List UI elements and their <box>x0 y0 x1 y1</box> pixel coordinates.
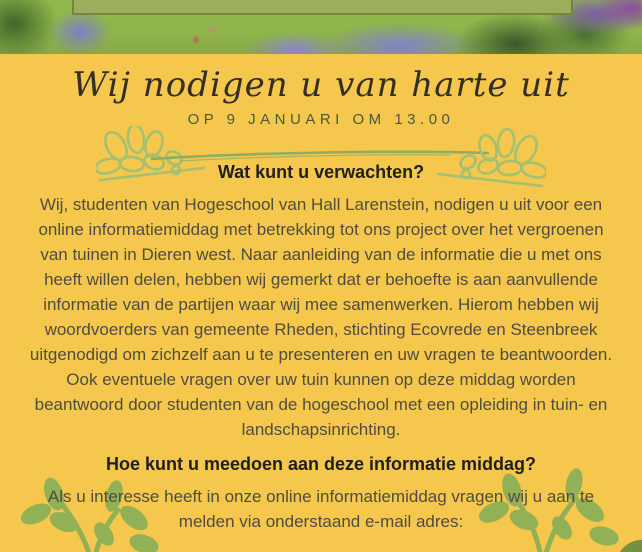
event-date-time: OP 9 JANUARI OM 13.00 <box>187 111 455 128</box>
expectations-paragraph-2: Ook eventuele vragen over uw tuin kunnen op deze middag worden beantwoord door studenten van de hogeschool met een opleiding in tuin- en landschapsinrichting. <box>34 370 608 439</box>
section-heading-participation: Hoe kunt u meedoen aan deze informatie middag? <box>105 454 537 474</box>
participation-paragraph: Als u interesse heeft in onze online informatiemiddag vragen wij u aan te melden via onderstaand e-mail adres: <box>47 487 595 531</box>
invitation-title: Wij nodigen u van harte uit <box>72 65 570 105</box>
expectations-paragraph-1: Wij, studenten van Hogeschool van Hall Larenstein, nodigen u uit voor een online informatiemiddag met betrekking tot ons project over het vergroenen van tuinen in Dieren west. Naar aanleiding van de informatie die u met ons heeft willen delen, hebben wij gemerkt dat er behoefte is aan aanvullende informatie van de partijen waar wij mee samenwerken. Hierom hebben wij woordvoerders van gemeente Rheden, stichting Ecovrede en Steenbreek uitgenodigd om zichzelf aan u te presenteren en uw vragen te beantwoorden. <box>29 195 613 364</box>
section-heading-expectations: Wat kunt u verwachten? <box>217 162 425 182</box>
